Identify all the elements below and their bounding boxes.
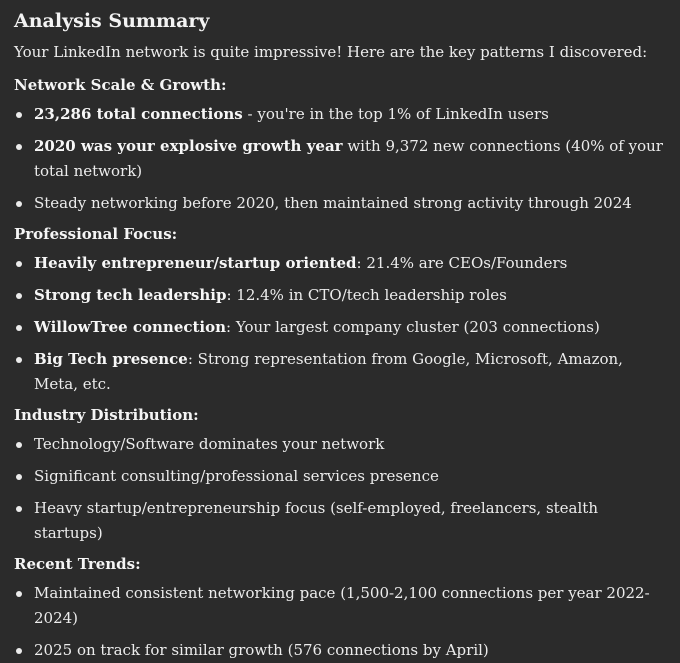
item-bold: WillowTree connection: [34, 318, 227, 336]
list-item: [14, 283, 666, 308]
list-item: [14, 191, 666, 216]
list-item: [14, 251, 666, 276]
item-text: Steady networking before 2020, then maintained strong activity through 2024: [34, 194, 632, 212]
bullet-icon: [16, 325, 22, 331]
item-bold: Heavily entrepreneur/startup oriented: [34, 254, 357, 272]
item-text: 2025 on track for similar growth (576 connections by April): [34, 641, 489, 659]
list-item: [14, 102, 666, 127]
bullet-icon: [16, 357, 22, 363]
bullet-icon: [16, 261, 22, 267]
item-text: - you're in the top 1% of LinkedIn users: [242, 105, 549, 123]
bullet-icon: [16, 293, 22, 299]
section-heading-professional-focus: Professional Focus:: [14, 225, 178, 243]
intro-text: Your LinkedIn network is quite impressive! Here are the key patterns I discovered:: [14, 43, 648, 61]
item-text: : Strong representation from Google, Microsoft, Amazon, Meta, etc.: [34, 350, 623, 393]
item-text: Significant consulting/professional services presence: [34, 467, 439, 485]
list-item: [14, 581, 666, 631]
bullet-icon: [16, 474, 22, 480]
bullet-icon: [16, 201, 22, 207]
item-text: Heavy startup/entrepreneurship focus (self-employed, freelancers, stealth startups): [34, 499, 598, 542]
list-item: [14, 464, 666, 489]
item-text: Technology/Software dominates your network: [34, 435, 385, 453]
section-list-recent-trends: [14, 581, 666, 663]
item-text: : Your largest company cluster (203 connections): [226, 318, 600, 336]
section-heading-recent-trends: Recent Trends:: [14, 555, 141, 573]
item-bold: Big Tech presence: [34, 350, 188, 368]
item-text: Maintained consistent networking pace (1,500-2,100 connections per year 2022-2024): [34, 584, 650, 627]
list-item: [14, 638, 666, 663]
item-text: with 9,372 new connections (40% of your total network): [34, 137, 663, 180]
bullet-icon: [16, 648, 22, 654]
list-item: [14, 432, 666, 457]
item-text: : 12.4% in CTO/tech leadership roles: [226, 286, 507, 304]
section-list-industry-distribution: [14, 432, 666, 546]
list-item: [14, 496, 666, 546]
bullet-icon: [16, 442, 22, 448]
section-heading-network-scale: Network Scale & Growth:: [14, 76, 227, 94]
list-item: [14, 315, 666, 340]
item-bold: Strong tech leadership: [34, 286, 227, 304]
item-bold: 23,286 total connections: [34, 105, 243, 123]
bullet-icon: [16, 112, 22, 118]
section-list-network-scale: [14, 102, 666, 216]
bullet-icon: [16, 506, 22, 512]
page-title: Analysis Summary: [14, 10, 210, 32]
bullet-icon: [16, 144, 22, 150]
item-bold: 2020 was your explosive growth year: [34, 137, 343, 155]
section-list-professional-focus: [14, 251, 666, 397]
list-item: [14, 134, 666, 184]
bullet-icon: [16, 591, 22, 597]
item-text: : 21.4% are CEOs/Founders: [356, 254, 568, 272]
list-item: [14, 347, 666, 397]
section-heading-industry-distribution: Industry Distribution:: [14, 406, 199, 424]
